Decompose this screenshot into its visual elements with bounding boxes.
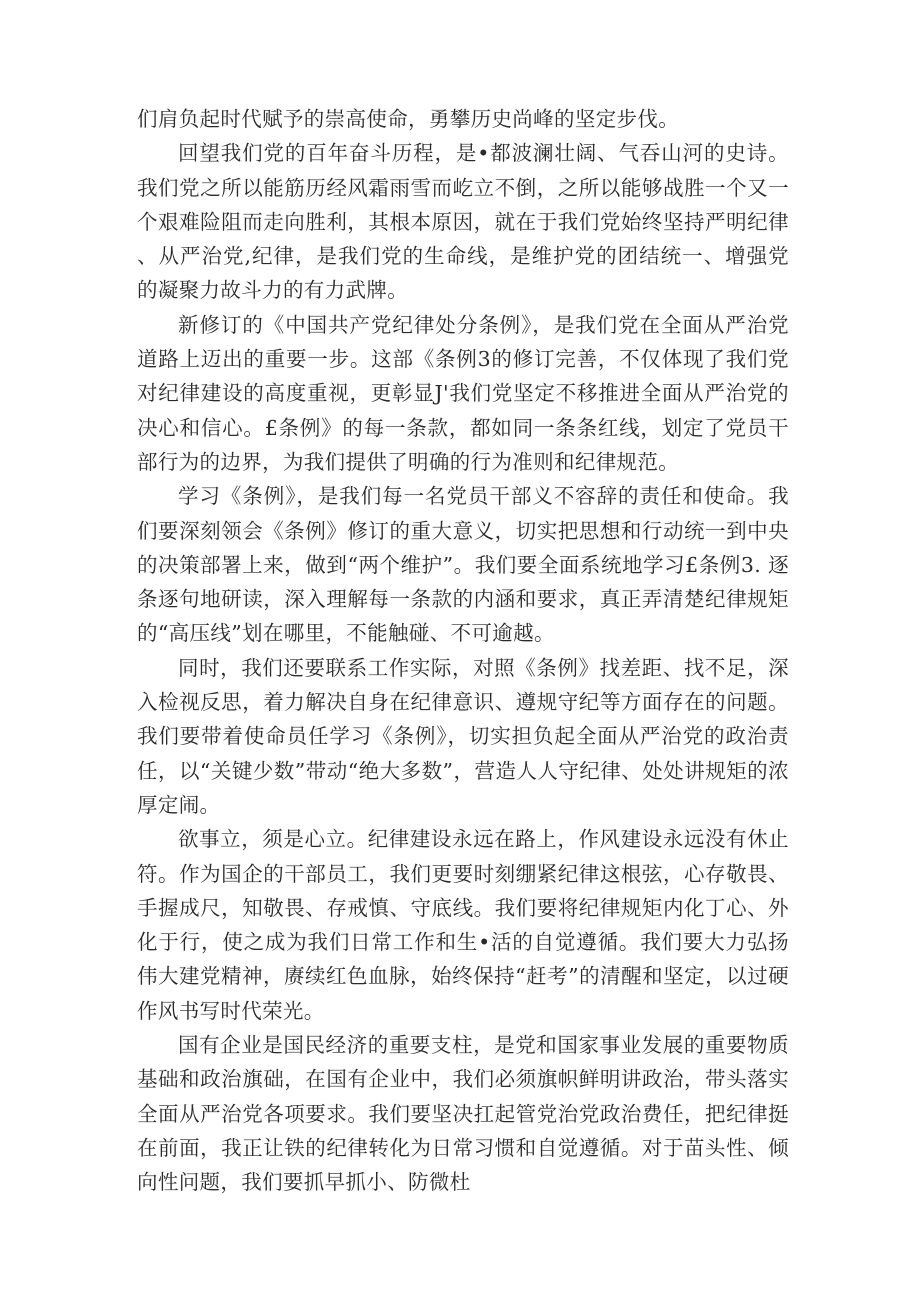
paragraph-work-practice: 同时，我们还要联系工作实际，对照《条例》找差距、找不足，深入检视反思，着力解决自身在纪律意识、遵规守纪等方面存在的问题。我们要带着使命员任学习《条例》，切实担负起全面从严治党的政治责任，以“关键少数”带动“绝大多数”，营造人人守纪律、处处讲规矩的浓厚定闹。 xyxy=(137,655,789,817)
paragraph-state-enterprise: 国有企业是国民经济的重要支柱，是党和国家事业发展的重要物质基础和政治旗础，在国有企业中，我们必须旗帜鲜明讲政治，带头落实全面从严治党各项要求。我们要坚决扛起管党治党政治费任，把纪律挺在前面，我正让铁的纪律转化为日常习惯和自觉遵循。对于苗头性、倾向性问题，我们要抓早抓小、防微杜 xyxy=(137,1033,789,1195)
paragraph-continuation: 们肩负起时代赋予的崇高使命，勇攀历史尚峰的坚定步伐。 xyxy=(137,107,680,131)
document-body xyxy=(137,102,789,1200)
paragraph-discipline-building: 欲事立，须是心立。纪律建设永远在路上，作风建设永远没有休止符。作为国企的干部员工，我们更要时刻绷紧纪律这根弦，心存敬畏、手握成尺，知敬畏、存戒慎、守底线。我们要将纪律规矩内化丁心、外化于行，使之成为我们日常工作和生•活的自觉遵循。我们要大力弘扬伟大建党精神，赓续红色血脉，始终保持“赶考”的清醒和坚定，以过硬作风书写时代荣光。 xyxy=(137,827,789,1023)
paragraph-study-regulations: 学习《条例》，是我们每一名党员干部义不容辞的责任和使命。我们要深刻领会《条例》修订的重大意义，切实把思想和行动统一到中央的决策部署上来，做到“两个维护”。我们要全面系统地学习£条例3. 逐条逐句地研读，深入理解每一条款的内涵和要求，真正弄清楚纪律规矩的“高压线”划在哪里，不能触碰、不可逾越。 xyxy=(137,484,789,646)
paragraph-regulations-revision: 新修订的《中国共产党纪律处分条例》，是我们党在全面从严治党道路上迈出的重要一步。这部《条例3的修订完善，不仅体现了我们党对纪律建设的高度重视，更彰显J'我们党坚定不移推进全面从严治党的决心和信心。£条例》的每一条款，都如同一条条红线，划定了党员干部行为的边界，为我们提供了明确的行为准则和纪律规范。 xyxy=(137,312,789,474)
paragraph-party-history: 回望我们党的百年奋斗历程，是•都波澜壮阔、气吞山河的史诗。我们党之所以能筋历经风霜雨雪而屹立不倒，之所以能够战胜一个又一个艰难险阻而走向胜利，其根本原因，就在于我们党始终坚持严明纪律、从严治党,纪律，是我们党的生命线，是维护党的团结统一、增强党的凝聚力故斗力的有力武牌。 xyxy=(137,141,789,303)
